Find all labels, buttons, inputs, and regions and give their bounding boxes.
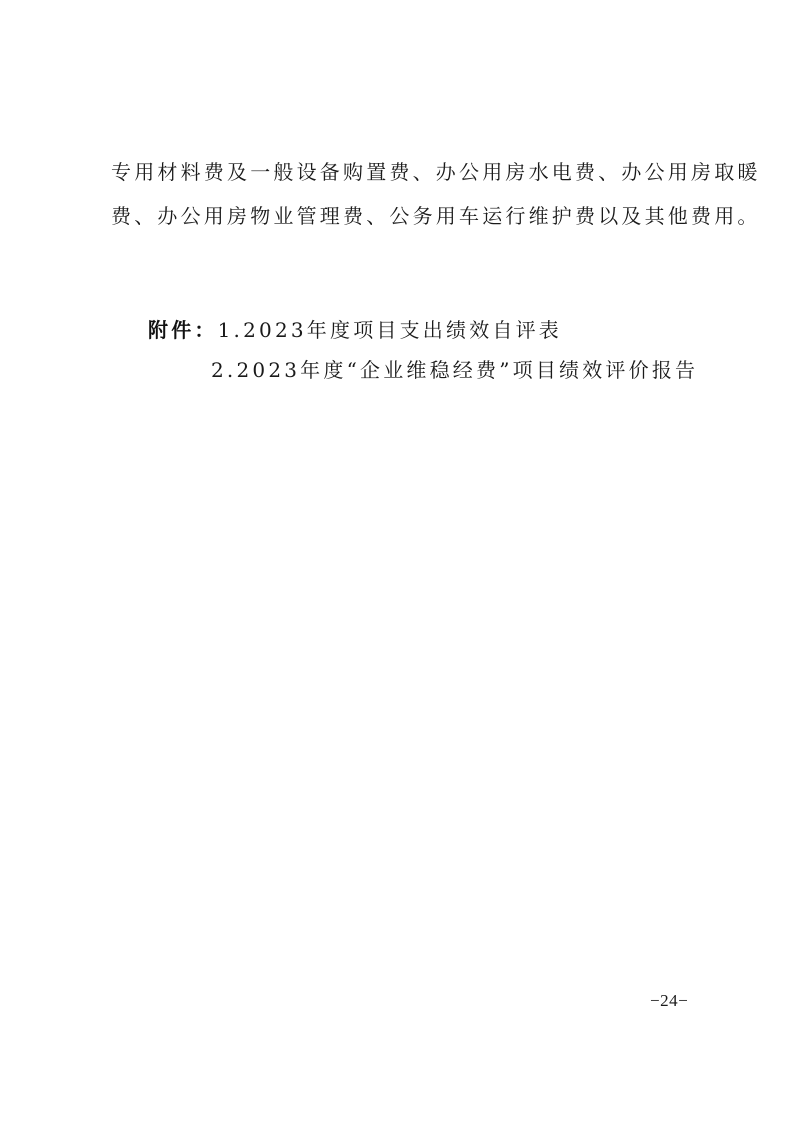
- attachment-item-2: 2.2023年度“企业维稳经费”项目绩效评价报告: [211, 358, 699, 382]
- body-paragraph-line-2: 费、办公用房物业管理费、公务用车运行维护费以及其他费用。: [111, 204, 761, 228]
- body-paragraph-line-1: 专用材料费及一般设备购置费、办公用房水电费、办公用房取暖: [111, 160, 761, 184]
- attachments-label: 附件：: [148, 318, 218, 342]
- page-number: −24−: [650, 991, 689, 1010]
- attachment-row-1: [148, 314, 562, 343]
- attachment-item-1: 1.2023年度项目支出绩效自评表: [217, 318, 562, 342]
